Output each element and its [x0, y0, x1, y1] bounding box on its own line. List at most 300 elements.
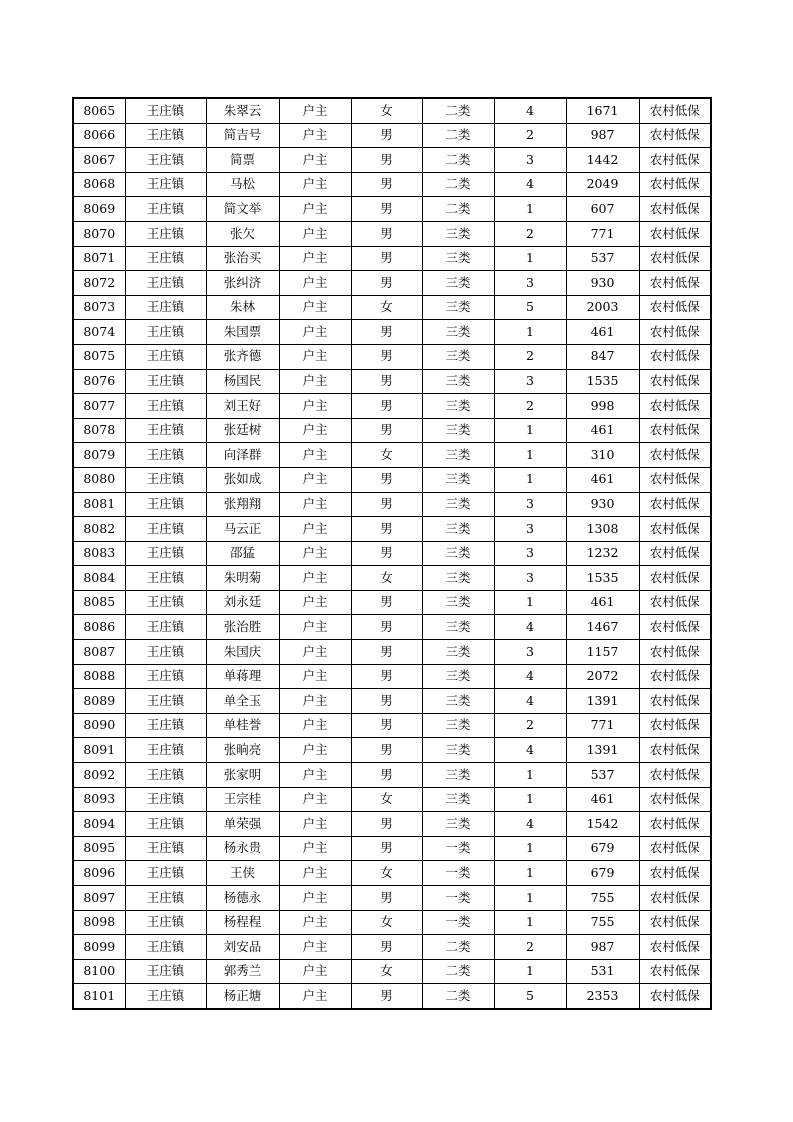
serial-number-cell: 8074	[73, 320, 125, 345]
household-size-cell: 2	[494, 394, 566, 419]
household-size-cell: 4	[494, 738, 566, 763]
category-cell: 三类	[422, 344, 494, 369]
program-cell: 农村低保	[639, 98, 711, 123]
table-row	[73, 197, 711, 222]
household-size-cell: 2	[494, 344, 566, 369]
town-cell: 王庄镇	[125, 984, 206, 1009]
name-cell: 张家明	[206, 763, 279, 788]
household-size-cell: 1	[494, 590, 566, 615]
category-cell: 三类	[422, 394, 494, 419]
table-row	[73, 984, 711, 1009]
serial-number-cell: 8081	[73, 492, 125, 517]
name-cell: 张治胜	[206, 615, 279, 640]
gender-cell: 男	[351, 271, 422, 296]
relation-cell: 户主	[279, 320, 351, 345]
gender-cell: 男	[351, 492, 422, 517]
name-cell: 朱翠云	[206, 98, 279, 123]
relation-cell: 户主	[279, 98, 351, 123]
serial-number-cell: 8075	[73, 344, 125, 369]
gender-cell: 男	[351, 197, 422, 222]
serial-number-cell: 8073	[73, 295, 125, 320]
relation-cell: 户主	[279, 517, 351, 542]
household-size-cell: 3	[494, 271, 566, 296]
gender-cell: 女	[351, 443, 422, 468]
household-size-cell: 1	[494, 959, 566, 984]
program-cell: 农村低保	[639, 689, 711, 714]
gender-cell: 女	[351, 861, 422, 886]
amount-cell: 461	[566, 590, 639, 615]
category-cell: 二类	[422, 935, 494, 960]
category-cell: 一类	[422, 861, 494, 886]
name-cell: 张翔翔	[206, 492, 279, 517]
household-size-cell: 4	[494, 664, 566, 689]
gender-cell: 男	[351, 123, 422, 148]
town-cell: 王庄镇	[125, 910, 206, 935]
name-cell: 刘永廷	[206, 590, 279, 615]
town-cell: 王庄镇	[125, 664, 206, 689]
name-cell: 简吉号	[206, 123, 279, 148]
program-cell: 农村低保	[639, 271, 711, 296]
serial-number-cell: 8092	[73, 763, 125, 788]
relation-cell: 户主	[279, 492, 351, 517]
roster-table	[72, 97, 712, 1010]
relation-cell: 户主	[279, 418, 351, 443]
relation-cell: 户主	[279, 443, 351, 468]
name-cell: 张欠	[206, 221, 279, 246]
household-size-cell: 1	[494, 910, 566, 935]
table-row	[73, 344, 711, 369]
town-cell: 王庄镇	[125, 713, 206, 738]
town-cell: 王庄镇	[125, 738, 206, 763]
table-row	[73, 320, 711, 345]
program-cell: 农村低保	[639, 443, 711, 468]
town-cell: 王庄镇	[125, 935, 206, 960]
serial-number-cell: 8069	[73, 197, 125, 222]
category-cell: 二类	[422, 959, 494, 984]
household-size-cell: 4	[494, 172, 566, 197]
program-cell: 农村低保	[639, 148, 711, 173]
category-cell: 二类	[422, 123, 494, 148]
program-cell: 农村低保	[639, 492, 711, 517]
household-size-cell: 3	[494, 369, 566, 394]
relation-cell: 户主	[279, 590, 351, 615]
table-row	[73, 492, 711, 517]
table-row	[73, 812, 711, 837]
serial-number-cell: 8082	[73, 517, 125, 542]
gender-cell: 女	[351, 566, 422, 591]
gender-cell: 男	[351, 418, 422, 443]
household-size-cell: 5	[494, 295, 566, 320]
amount-cell: 679	[566, 861, 639, 886]
name-cell: 郭秀兰	[206, 959, 279, 984]
table-row	[73, 467, 711, 492]
program-cell: 农村低保	[639, 787, 711, 812]
amount-cell: 847	[566, 344, 639, 369]
category-cell: 三类	[422, 664, 494, 689]
gender-cell: 女	[351, 295, 422, 320]
table-row	[73, 246, 711, 271]
amount-cell: 531	[566, 959, 639, 984]
category-cell: 二类	[422, 98, 494, 123]
category-cell: 三类	[422, 713, 494, 738]
household-size-cell: 4	[494, 98, 566, 123]
table-row	[73, 664, 711, 689]
relation-cell: 户主	[279, 344, 351, 369]
relation-cell: 户主	[279, 172, 351, 197]
table-row	[73, 763, 711, 788]
gender-cell: 男	[351, 394, 422, 419]
program-cell: 农村低保	[639, 935, 711, 960]
serial-number-cell: 8089	[73, 689, 125, 714]
town-cell: 王庄镇	[125, 812, 206, 837]
gender-cell: 男	[351, 886, 422, 911]
amount-cell: 461	[566, 418, 639, 443]
table-row	[73, 98, 711, 123]
name-cell: 张纠济	[206, 271, 279, 296]
serial-number-cell: 8076	[73, 369, 125, 394]
gender-cell: 男	[351, 172, 422, 197]
amount-cell: 2049	[566, 172, 639, 197]
town-cell: 王庄镇	[125, 197, 206, 222]
program-cell: 农村低保	[639, 394, 711, 419]
gender-cell: 男	[351, 344, 422, 369]
serial-number-cell: 8067	[73, 148, 125, 173]
town-cell: 王庄镇	[125, 689, 206, 714]
name-cell: 向泽群	[206, 443, 279, 468]
table-row	[73, 541, 711, 566]
relation-cell: 户主	[279, 615, 351, 640]
table-row	[73, 640, 711, 665]
amount-cell: 2353	[566, 984, 639, 1009]
gender-cell: 男	[351, 984, 422, 1009]
household-size-cell: 1	[494, 418, 566, 443]
household-size-cell: 2	[494, 123, 566, 148]
table-row	[73, 172, 711, 197]
town-cell: 王庄镇	[125, 640, 206, 665]
gender-cell: 男	[351, 615, 422, 640]
serial-number-cell: 8086	[73, 615, 125, 640]
town-cell: 王庄镇	[125, 369, 206, 394]
program-cell: 农村低保	[639, 812, 711, 837]
table-row	[73, 517, 711, 542]
name-cell: 单全玉	[206, 689, 279, 714]
name-cell: 杨国民	[206, 369, 279, 394]
serial-number-cell: 8090	[73, 713, 125, 738]
category-cell: 三类	[422, 295, 494, 320]
category-cell: 三类	[422, 590, 494, 615]
town-cell: 王庄镇	[125, 98, 206, 123]
amount-cell: 755	[566, 910, 639, 935]
program-cell: 农村低保	[639, 541, 711, 566]
household-size-cell: 2	[494, 935, 566, 960]
household-size-cell: 3	[494, 640, 566, 665]
category-cell: 二类	[422, 148, 494, 173]
relation-cell: 户主	[279, 738, 351, 763]
category-cell: 三类	[422, 689, 494, 714]
serial-number-cell: 8077	[73, 394, 125, 419]
table-row	[73, 566, 711, 591]
gender-cell: 男	[351, 320, 422, 345]
amount-cell: 679	[566, 836, 639, 861]
town-cell: 王庄镇	[125, 221, 206, 246]
table-row	[73, 713, 711, 738]
amount-cell: 771	[566, 221, 639, 246]
name-cell: 朱明菊	[206, 566, 279, 591]
program-cell: 农村低保	[639, 738, 711, 763]
relation-cell: 户主	[279, 467, 351, 492]
relation-cell: 户主	[279, 295, 351, 320]
name-cell: 简文举	[206, 197, 279, 222]
serial-number-cell: 8095	[73, 836, 125, 861]
roster-body	[73, 98, 711, 1009]
serial-number-cell: 8083	[73, 541, 125, 566]
category-cell: 三类	[422, 418, 494, 443]
household-size-cell: 3	[494, 492, 566, 517]
name-cell: 张治买	[206, 246, 279, 271]
relation-cell: 户主	[279, 197, 351, 222]
relation-cell: 户主	[279, 984, 351, 1009]
program-cell: 农村低保	[639, 861, 711, 886]
name-cell: 张廷树	[206, 418, 279, 443]
name-cell: 张如成	[206, 467, 279, 492]
category-cell: 三类	[422, 492, 494, 517]
table-row	[73, 615, 711, 640]
town-cell: 王庄镇	[125, 492, 206, 517]
serial-number-cell: 8078	[73, 418, 125, 443]
amount-cell: 987	[566, 123, 639, 148]
serial-number-cell: 8100	[73, 959, 125, 984]
category-cell: 三类	[422, 541, 494, 566]
program-cell: 农村低保	[639, 418, 711, 443]
table-row	[73, 787, 711, 812]
table-row	[73, 959, 711, 984]
gender-cell: 女	[351, 98, 422, 123]
gender-cell: 男	[351, 763, 422, 788]
program-cell: 农村低保	[639, 984, 711, 1009]
serial-number-cell: 8091	[73, 738, 125, 763]
program-cell: 农村低保	[639, 344, 711, 369]
gender-cell: 男	[351, 836, 422, 861]
amount-cell: 607	[566, 197, 639, 222]
table-row	[73, 910, 711, 935]
relation-cell: 户主	[279, 935, 351, 960]
table-row	[73, 394, 711, 419]
table-row	[73, 271, 711, 296]
town-cell: 王庄镇	[125, 787, 206, 812]
amount-cell: 771	[566, 713, 639, 738]
relation-cell: 户主	[279, 640, 351, 665]
relation-cell: 户主	[279, 836, 351, 861]
amount-cell: 310	[566, 443, 639, 468]
household-size-cell: 1	[494, 443, 566, 468]
town-cell: 王庄镇	[125, 861, 206, 886]
amount-cell: 461	[566, 467, 639, 492]
household-size-cell: 5	[494, 984, 566, 1009]
town-cell: 王庄镇	[125, 344, 206, 369]
relation-cell: 户主	[279, 566, 351, 591]
amount-cell: 755	[566, 886, 639, 911]
amount-cell: 1308	[566, 517, 639, 542]
town-cell: 王庄镇	[125, 246, 206, 271]
household-size-cell: 1	[494, 886, 566, 911]
table-row	[73, 861, 711, 886]
program-cell: 农村低保	[639, 959, 711, 984]
relation-cell: 户主	[279, 271, 351, 296]
program-cell: 农村低保	[639, 763, 711, 788]
category-cell: 三类	[422, 615, 494, 640]
amount-cell: 998	[566, 394, 639, 419]
category-cell: 三类	[422, 320, 494, 345]
category-cell: 一类	[422, 910, 494, 935]
town-cell: 王庄镇	[125, 886, 206, 911]
town-cell: 王庄镇	[125, 541, 206, 566]
category-cell: 三类	[422, 369, 494, 394]
town-cell: 王庄镇	[125, 271, 206, 296]
town-cell: 王庄镇	[125, 443, 206, 468]
relation-cell: 户主	[279, 787, 351, 812]
household-size-cell: 1	[494, 246, 566, 271]
relation-cell: 户主	[279, 664, 351, 689]
serial-number-cell: 8087	[73, 640, 125, 665]
town-cell: 王庄镇	[125, 615, 206, 640]
town-cell: 王庄镇	[125, 763, 206, 788]
household-size-cell: 4	[494, 615, 566, 640]
serial-number-cell: 8096	[73, 861, 125, 886]
program-cell: 农村低保	[639, 295, 711, 320]
program-cell: 农村低保	[639, 664, 711, 689]
program-cell: 农村低保	[639, 590, 711, 615]
category-cell: 二类	[422, 172, 494, 197]
name-cell: 张晌亮	[206, 738, 279, 763]
name-cell: 马云正	[206, 517, 279, 542]
name-cell: 刘安品	[206, 935, 279, 960]
gender-cell: 男	[351, 738, 422, 763]
household-size-cell: 1	[494, 787, 566, 812]
gender-cell: 男	[351, 541, 422, 566]
household-size-cell: 3	[494, 566, 566, 591]
relation-cell: 户主	[279, 763, 351, 788]
town-cell: 王庄镇	[125, 148, 206, 173]
town-cell: 王庄镇	[125, 172, 206, 197]
household-size-cell: 1	[494, 861, 566, 886]
relation-cell: 户主	[279, 959, 351, 984]
name-cell: 简票	[206, 148, 279, 173]
relation-cell: 户主	[279, 812, 351, 837]
name-cell: 杨正塘	[206, 984, 279, 1009]
household-size-cell: 4	[494, 689, 566, 714]
household-size-cell: 1	[494, 763, 566, 788]
name-cell: 邵猛	[206, 541, 279, 566]
household-size-cell: 3	[494, 148, 566, 173]
amount-cell: 930	[566, 492, 639, 517]
amount-cell: 537	[566, 763, 639, 788]
table-row	[73, 836, 711, 861]
town-cell: 王庄镇	[125, 836, 206, 861]
relation-cell: 户主	[279, 221, 351, 246]
household-size-cell: 3	[494, 541, 566, 566]
category-cell: 三类	[422, 443, 494, 468]
category-cell: 三类	[422, 246, 494, 271]
serial-number-cell: 8072	[73, 271, 125, 296]
table-row	[73, 148, 711, 173]
relation-cell: 户主	[279, 713, 351, 738]
table-row	[73, 369, 711, 394]
gender-cell: 女	[351, 787, 422, 812]
town-cell: 王庄镇	[125, 959, 206, 984]
town-cell: 王庄镇	[125, 418, 206, 443]
relation-cell: 户主	[279, 541, 351, 566]
gender-cell: 男	[351, 467, 422, 492]
name-cell: 朱国庆	[206, 640, 279, 665]
town-cell: 王庄镇	[125, 590, 206, 615]
program-cell: 农村低保	[639, 517, 711, 542]
category-cell: 三类	[422, 221, 494, 246]
amount-cell: 1157	[566, 640, 639, 665]
name-cell: 王侠	[206, 861, 279, 886]
gender-cell: 男	[351, 935, 422, 960]
table-row	[73, 886, 711, 911]
gender-cell: 男	[351, 369, 422, 394]
name-cell: 杨德永	[206, 886, 279, 911]
household-size-cell: 2	[494, 221, 566, 246]
name-cell: 张齐德	[206, 344, 279, 369]
gender-cell: 男	[351, 713, 422, 738]
program-cell: 农村低保	[639, 886, 711, 911]
table-row	[73, 295, 711, 320]
gender-cell: 男	[351, 221, 422, 246]
serial-number-cell: 8070	[73, 221, 125, 246]
relation-cell: 户主	[279, 689, 351, 714]
amount-cell: 2003	[566, 295, 639, 320]
program-cell: 农村低保	[639, 221, 711, 246]
household-size-cell: 1	[494, 320, 566, 345]
town-cell: 王庄镇	[125, 517, 206, 542]
amount-cell: 1535	[566, 566, 639, 591]
program-cell: 农村低保	[639, 713, 711, 738]
serial-number-cell: 8065	[73, 98, 125, 123]
relation-cell: 户主	[279, 861, 351, 886]
program-cell: 农村低保	[639, 615, 711, 640]
category-cell: 三类	[422, 787, 494, 812]
category-cell: 三类	[422, 738, 494, 763]
name-cell: 朱林	[206, 295, 279, 320]
amount-cell: 1535	[566, 369, 639, 394]
table-row	[73, 123, 711, 148]
program-cell: 农村低保	[639, 369, 711, 394]
name-cell: 王宗桂	[206, 787, 279, 812]
town-cell: 王庄镇	[125, 123, 206, 148]
category-cell: 三类	[422, 467, 494, 492]
town-cell: 王庄镇	[125, 566, 206, 591]
relation-cell: 户主	[279, 148, 351, 173]
amount-cell: 461	[566, 320, 639, 345]
table-row	[73, 689, 711, 714]
program-cell: 农村低保	[639, 836, 711, 861]
amount-cell: 537	[566, 246, 639, 271]
gender-cell: 男	[351, 148, 422, 173]
amount-cell: 1671	[566, 98, 639, 123]
household-size-cell: 4	[494, 812, 566, 837]
relation-cell: 户主	[279, 886, 351, 911]
serial-number-cell: 8101	[73, 984, 125, 1009]
table-row	[73, 935, 711, 960]
program-cell: 农村低保	[639, 467, 711, 492]
category-cell: 三类	[422, 517, 494, 542]
program-cell: 农村低保	[639, 123, 711, 148]
amount-cell: 930	[566, 271, 639, 296]
category-cell: 三类	[422, 812, 494, 837]
name-cell: 单蒋理	[206, 664, 279, 689]
